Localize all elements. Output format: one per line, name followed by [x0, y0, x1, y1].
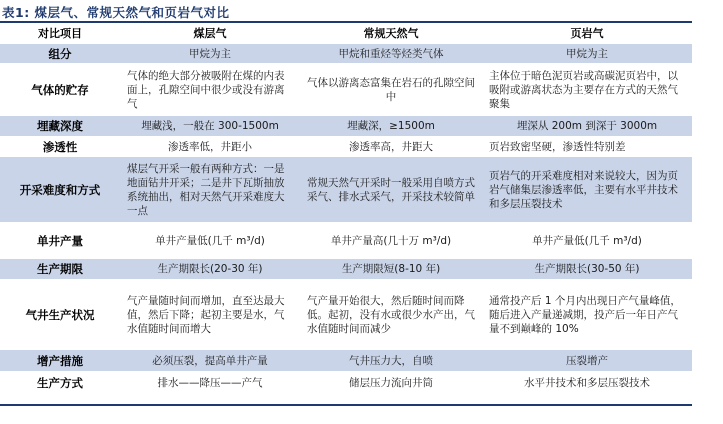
cell-coalbed: 气产量随时间而增加，直至达最大值，然后下降；起初主要是水，气水值随时间而增大 — [127, 294, 285, 335]
row-label: 气井生产状况 — [25, 307, 95, 322]
cell-conventional: 储层压力流向井筒 — [349, 376, 433, 389]
row-label: 生产期限 — [0, 259, 120, 280]
table-row — [0, 350, 692, 372]
table-row — [0, 280, 692, 350]
table-row — [0, 64, 692, 116]
cell-shale: 通常投产后 1 个月内出现日产气量峰值，随后进入产量递减期，投产后一年日产气量不到巅峰的 10% — [489, 294, 681, 335]
header-conventional: 常规天然气 — [363, 26, 419, 40]
cell-shale: 水平井技术和多层压裂技术 — [524, 376, 650, 389]
cell-shale: 埋深从 200m 到深于 3000m — [482, 116, 692, 137]
cell-conventional: 生产期限短(8-10 年) — [300, 259, 482, 280]
cell-conventional: 气井压力大，自喷 — [300, 350, 482, 372]
cell-coalbed: 甲烷为主 — [120, 44, 300, 64]
cell-conventional: 埋藏深，≥1500m — [300, 116, 482, 137]
cell-shale: 页岩气的开采难度相对来说较大，因为页岩气储集层渗透率低，主要有水平井技术和多层压裂技术 — [482, 157, 692, 223]
row-label: 生产方式 — [37, 375, 83, 390]
table-row — [0, 223, 692, 259]
table-row — [0, 116, 692, 137]
cell-shale: 甲烷为主 — [482, 44, 692, 64]
comparison-table — [0, 24, 692, 394]
cell-conventional: 渗透率高，井距大 — [349, 140, 433, 153]
cell-conventional: 气产量开始很大，然后随时间而降低。起初，没有水或很少水产出，气水值随时间而减少 — [307, 294, 475, 335]
cell-shale: 压裂增产 — [482, 350, 692, 372]
row-label: 埋藏深度 — [0, 116, 120, 137]
table-row — [0, 259, 692, 280]
table-row — [0, 137, 692, 157]
cell-coalbed: 渗透率低，井距小 — [168, 140, 252, 153]
cell-conventional: 常规天然气开采时一般采用自喷方式采气、排水式采气，开采技术较简单 — [300, 157, 482, 223]
header-row — [0, 24, 692, 44]
cell-coalbed: 排水——降压——产气 — [157, 376, 263, 389]
table-row — [0, 372, 692, 394]
cell-coalbed: 必须压裂，提高单井产量 — [120, 350, 300, 372]
cell-conventional: 单井产量高(几十万 m³/d) — [330, 234, 452, 247]
cell-conventional: 甲烷和重烃等烃类气体 — [300, 44, 482, 64]
row-label: 单井产量 — [37, 233, 83, 248]
cell-coalbed: 生产期限长(20-30 年) — [120, 259, 300, 280]
top-rule — [0, 21, 692, 23]
bottom-rule — [0, 404, 692, 406]
row-label: 开采难度和方式 — [0, 157, 120, 223]
cell-shale: 单井产量低(几千 m³/d) — [532, 234, 642, 247]
row-label: 渗透性 — [42, 139, 78, 154]
row-label: 组分 — [0, 44, 120, 64]
cell-conventional: 气体以游离态富集在岩石的孔隙空间中 — [307, 76, 475, 103]
table-row — [0, 157, 692, 223]
cell-coalbed: 单井产量低(几千 m³/d) — [155, 234, 265, 247]
cell-shale: 页岩致密坚硬，渗透性特别差 — [489, 140, 626, 153]
table-row — [0, 44, 692, 64]
row-label: 增产措施 — [0, 350, 120, 372]
header-item: 对比项目 — [38, 26, 82, 40]
row-label: 气体的贮存 — [31, 82, 89, 97]
cell-coalbed: 气体的绝大部分被吸附在煤的内表面上，孔隙空间中很少或没有游离气 — [127, 69, 285, 110]
table-title: 表1: 煤层气、常规天然气和页岩气对比 — [2, 5, 230, 20]
cell-coalbed: 埋藏浅，一般在 300-1500m — [120, 116, 300, 137]
cell-shale: 主体位于暗色泥页岩或高碳泥页岩中，以吸附或游离状态为主要存在方式的天然气聚集 — [489, 69, 678, 110]
cell-coalbed: 煤层气开采一般有两种方式：一是地面钻井开采；二是井下瓦斯抽放系统抽出，相对天然气开采难度大一点 — [120, 157, 300, 223]
header-shale: 页岩气 — [570, 26, 604, 40]
cell-shale: 生产期限长(30-50 年) — [482, 259, 692, 280]
header-coalbed: 煤层气 — [193, 26, 227, 40]
